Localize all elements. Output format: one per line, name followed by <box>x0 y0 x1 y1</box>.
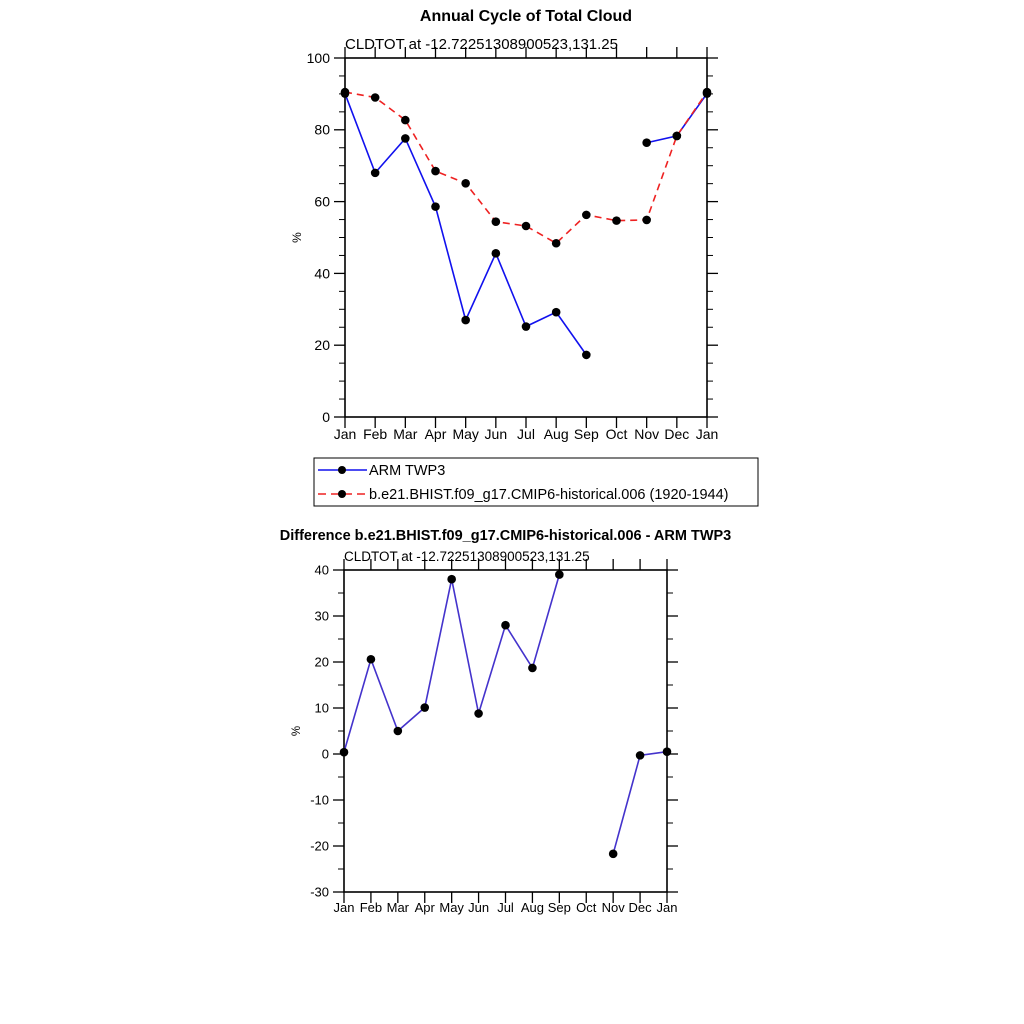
x-tick-label: Jan <box>333 426 357 442</box>
data-point-marker <box>371 169 380 178</box>
y-tick-label: 20 <box>314 337 330 354</box>
y-tick-label: 20 <box>314 654 329 670</box>
x-tick-label: Dec <box>628 900 652 915</box>
chart-subtitle: CLDTOT at -12.72251308900523,131.25 <box>345 36 618 53</box>
data-point-marker <box>642 138 651 147</box>
x-tick-label: Oct <box>605 426 628 442</box>
x-tick-label: Jun <box>484 426 508 442</box>
y-tick-label: -30 <box>310 884 329 900</box>
data-point-marker <box>528 664 537 673</box>
x-tick-label: Sep <box>547 900 571 915</box>
legend-marker <box>338 466 346 474</box>
series-line-arm-twp3 <box>345 94 586 355</box>
x-tick-label: Jul <box>517 426 535 442</box>
y-axis-label: % <box>291 725 303 737</box>
data-point-marker <box>612 216 621 225</box>
x-tick-label: Aug <box>520 900 544 915</box>
legend-label: ARM TWP3 <box>369 463 446 480</box>
data-point-marker <box>522 222 531 231</box>
x-tick-label: Apr <box>424 426 447 442</box>
data-point-marker <box>431 167 440 176</box>
y-tick-label: -10 <box>310 792 329 808</box>
legend-label: b.e21.BHIST.f09_g17.CMIP6-historical.006 (1920-1944) <box>369 487 729 504</box>
data-point-marker <box>367 655 376 664</box>
x-tick-label: May <box>439 900 464 915</box>
x-tick-label: Mar <box>393 426 418 442</box>
chart-title: Difference b.e21.BHIST.f09_g17.CMIP6-historical.006 - ARM TWP3 <box>279 528 732 544</box>
data-point-marker <box>552 308 561 317</box>
data-point-marker <box>609 850 618 859</box>
x-tick-label: Jan <box>695 426 719 442</box>
data-point-marker <box>555 570 564 579</box>
data-point-marker <box>492 249 501 258</box>
series-line-difference <box>344 575 559 753</box>
x-tick-label: Aug <box>543 426 569 442</box>
x-tick-label: Nov <box>634 426 660 442</box>
data-point-marker <box>582 211 591 220</box>
data-point-marker <box>340 748 349 757</box>
y-tick-label: -20 <box>310 838 329 854</box>
x-tick-label: Jun <box>468 900 490 915</box>
data-point-marker <box>420 703 429 712</box>
data-point-marker <box>394 727 403 736</box>
y-tick-label: 40 <box>314 265 330 282</box>
data-point-marker <box>492 217 501 226</box>
x-tick-label: Nov <box>601 900 625 915</box>
data-point-marker <box>447 575 456 584</box>
x-tick-label: Jan <box>333 900 355 915</box>
data-point-marker <box>501 621 510 630</box>
x-tick-label: Oct <box>576 900 597 915</box>
plot-border <box>344 570 667 892</box>
data-point-marker <box>642 216 651 225</box>
series-line-b-e21-bhist-f09-g17-cmip6-historical-006-1920-1944- <box>345 92 707 243</box>
series-line-difference <box>613 752 667 854</box>
legend-marker <box>338 490 346 498</box>
chart-subtitle: CLDTOT at -12.72251308900523,131.25 <box>344 549 590 564</box>
data-point-marker <box>401 116 410 125</box>
plot-border <box>345 58 707 417</box>
y-tick-label: 100 <box>306 49 330 66</box>
data-point-marker <box>474 709 483 718</box>
y-tick-label: 0 <box>322 408 330 425</box>
x-tick-label: Jan <box>656 900 678 915</box>
x-tick-label: Mar <box>386 900 410 915</box>
x-tick-label: Apr <box>414 900 435 915</box>
x-tick-label: Sep <box>573 426 599 442</box>
data-point-marker <box>401 134 410 143</box>
x-tick-label: Feb <box>359 900 383 915</box>
x-tick-label: Dec <box>664 426 690 442</box>
data-point-marker <box>461 179 470 188</box>
data-point-marker <box>461 316 470 325</box>
y-axis-label: % <box>290 232 304 243</box>
x-tick-label: May <box>452 426 479 442</box>
data-point-marker <box>341 88 350 97</box>
data-point-marker <box>431 202 440 211</box>
data-point-marker <box>371 93 380 102</box>
data-point-marker <box>703 88 712 97</box>
y-tick-label: 30 <box>314 608 329 624</box>
y-tick-label: 60 <box>314 193 330 210</box>
data-point-marker <box>636 751 645 760</box>
data-point-marker <box>522 322 531 331</box>
x-tick-label: Feb <box>363 426 388 442</box>
y-tick-label: 0 <box>321 746 329 762</box>
y-tick-label: 10 <box>314 700 329 716</box>
y-tick-label: 40 <box>314 562 329 578</box>
data-point-marker <box>552 239 561 248</box>
chart-title: Annual Cycle of Total Cloud <box>419 8 633 25</box>
data-point-marker <box>673 132 682 141</box>
data-point-marker <box>663 747 672 756</box>
data-point-marker <box>582 351 591 360</box>
x-tick-label: Jul <box>497 900 514 915</box>
y-tick-label: 80 <box>314 121 330 138</box>
